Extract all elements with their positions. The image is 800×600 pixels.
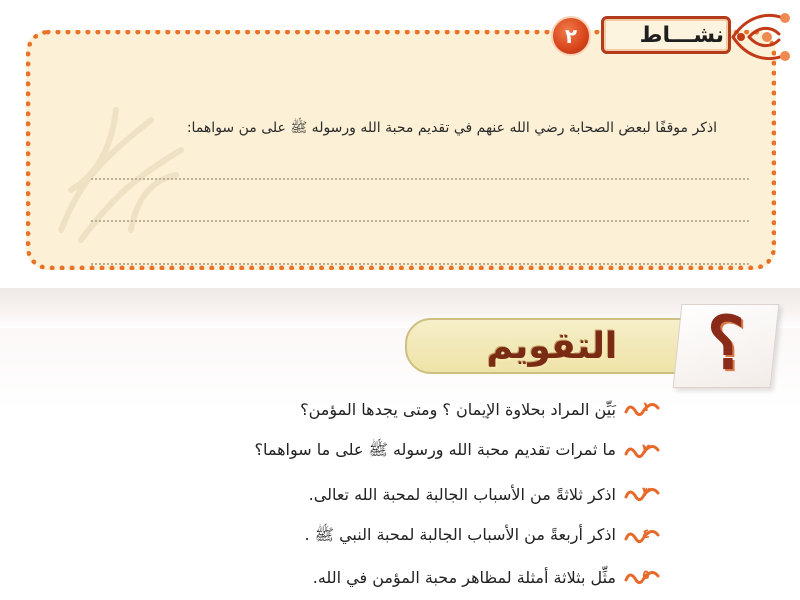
question-text: مثِّل بثلاثة أمثلة لمظاهر محبة المؤمن في الله. bbox=[312, 567, 616, 587]
activity-number-badge: ٢ bbox=[551, 16, 591, 56]
question-mark-icon: ؟ bbox=[706, 300, 746, 385]
swoosh-marker-icon bbox=[624, 566, 660, 588]
question-number: ٥ bbox=[642, 568, 650, 583]
question-number: ١ bbox=[642, 400, 650, 415]
activity-prompt: اذكر موقفًا لبعض الصحابة رضي الله عنهم في تقديم محبة الله ورسوله ﷺ على من سواهما: bbox=[186, 120, 717, 136]
swoosh-marker-icon bbox=[624, 398, 660, 420]
swoosh-marker-icon bbox=[624, 440, 660, 462]
activity-title: نشـــاط bbox=[639, 23, 724, 48]
question-item bbox=[100, 522, 660, 550]
question-text: اذكر أربعةً من الأسباب الجالبة لمحبة النبي ﷺ . bbox=[304, 524, 616, 544]
question-number: ٤ bbox=[642, 527, 650, 542]
question-item bbox=[100, 480, 660, 508]
question-number: ٢ bbox=[642, 442, 650, 457]
question-item bbox=[100, 437, 660, 465]
evaluation-title: التقويم bbox=[486, 326, 618, 367]
question-number: ٣ bbox=[642, 485, 650, 500]
swoosh-marker-icon bbox=[624, 483, 660, 505]
swoosh-marker-icon bbox=[624, 525, 660, 547]
question-text: بَيِّن المراد بحلاوة الإيمان ؟ ومتى يجدها المؤمن؟ bbox=[300, 399, 616, 419]
question-item bbox=[100, 395, 660, 423]
question-text: ما ثمرات تقديم محبة الله ورسوله ﷺ على ما سواهما؟ bbox=[254, 439, 616, 459]
question-item bbox=[100, 563, 660, 591]
question-text: اذكر ثلاثةً من الأسباب الجالبة لمحبة الله تعالى. bbox=[308, 484, 616, 504]
